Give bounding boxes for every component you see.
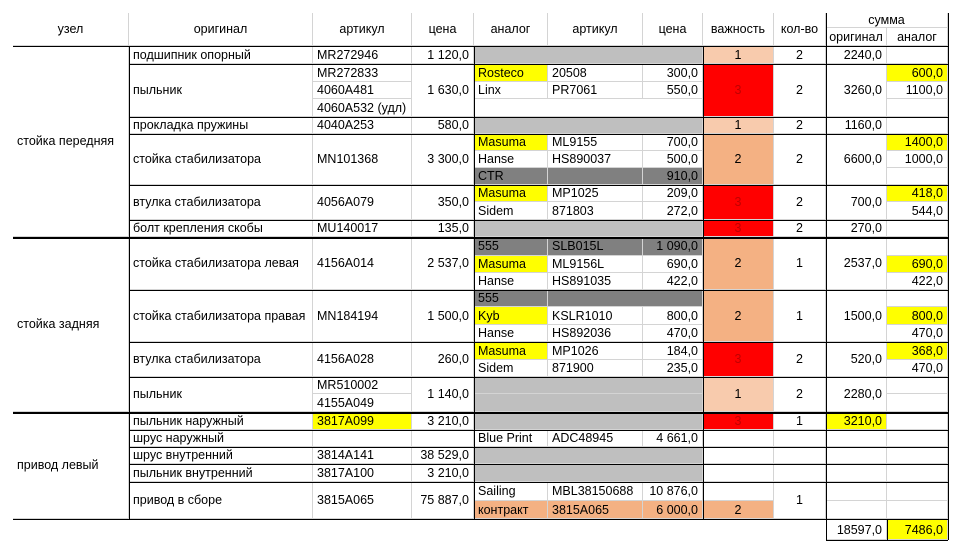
header-article[interactable]: артикул bbox=[313, 13, 412, 46]
sum-analog-cell[interactable]: 470,0 bbox=[887, 325, 948, 342]
analog-article[interactable]: ML9155 bbox=[548, 134, 643, 151]
header-sum-original[interactable]: оригинал bbox=[826, 28, 887, 46]
importance-cell[interactable]: 1 bbox=[703, 117, 774, 134]
sum-analog-cell[interactable] bbox=[887, 447, 948, 464]
sum-original-cell[interactable] bbox=[826, 430, 887, 447]
part-article[interactable]: 4156A014 bbox=[313, 237, 412, 290]
border-line bbox=[13, 519, 948, 520]
header-node[interactable]: узел bbox=[13, 13, 129, 46]
sum-original-cell[interactable]: 1500,0 bbox=[826, 290, 887, 342]
part-price[interactable]: 3 300,0 bbox=[412, 134, 474, 185]
part-name[interactable]: привод в сборе bbox=[129, 482, 313, 519]
part-price[interactable]: 1 140,0 bbox=[412, 377, 474, 412]
analog-article[interactable]: 3815A065 bbox=[548, 501, 643, 519]
sum-analog-cell[interactable]: 600,0 bbox=[887, 64, 948, 82]
header-importance[interactable]: важность bbox=[703, 13, 774, 46]
part-price[interactable]: 3 210,0 bbox=[412, 412, 474, 430]
part-price[interactable]: 1 120,0 bbox=[412, 46, 474, 64]
analog-price[interactable]: 422,0 bbox=[643, 273, 703, 290]
analog-price[interactable]: 235,0 bbox=[643, 360, 703, 377]
sum-analog-cell[interactable]: 470,0 bbox=[887, 360, 948, 377]
analog-price[interactable]: 1 090,0 bbox=[643, 237, 703, 256]
analog-empty[interactable] bbox=[474, 377, 703, 394]
part-article[interactable]: 3817A100 bbox=[313, 464, 412, 482]
sum-original-cell[interactable]: 700,0 bbox=[826, 185, 887, 220]
analog-price[interactable]: 550,0 bbox=[643, 82, 703, 99]
sum-analog-cell[interactable] bbox=[887, 464, 948, 482]
analog-price[interactable]: 470,0 bbox=[643, 325, 703, 342]
analog-article[interactable]: MP1026 bbox=[548, 342, 643, 360]
border-line bbox=[474, 46, 475, 519]
analog-price[interactable]: 10 876,0 bbox=[643, 482, 703, 501]
analog-brand[interactable]: Hanse bbox=[474, 273, 548, 290]
sum-analog-cell[interactable]: 800,0 bbox=[887, 307, 948, 325]
qty-cell[interactable]: 2 bbox=[774, 342, 826, 377]
sum-analog-cell[interactable] bbox=[887, 290, 948, 307]
analog-price[interactable]: 184,0 bbox=[643, 342, 703, 360]
total-original[interactable]: 18597,0 bbox=[826, 520, 887, 540]
border-line bbox=[703, 46, 704, 519]
part-article[interactable]: 4155A049 bbox=[313, 394, 412, 412]
analog-article[interactable]: MBL38150688 bbox=[548, 482, 643, 501]
analog-brand[interactable]: Hanse bbox=[474, 325, 548, 342]
importance-cell[interactable]: 2 bbox=[703, 501, 774, 519]
border-line bbox=[887, 520, 888, 540]
sum-original-cell[interactable] bbox=[826, 464, 887, 482]
sum-analog-cell[interactable]: 544,0 bbox=[887, 202, 948, 220]
part-article[interactable]: MR272833 bbox=[313, 64, 412, 82]
header-original[interactable]: оригинал bbox=[129, 13, 313, 46]
part-price[interactable]: 1 630,0 bbox=[412, 64, 474, 117]
part-article[interactable]: 3814A141 bbox=[313, 447, 412, 464]
analog-brand[interactable]: Kyb bbox=[474, 307, 548, 325]
importance-cell[interactable]: 2 bbox=[703, 134, 774, 185]
sum-analog-cell[interactable] bbox=[887, 237, 948, 256]
sum-analog-cell[interactable] bbox=[887, 430, 948, 447]
qty-cell[interactable]: 1 bbox=[774, 290, 826, 342]
part-article[interactable]: 3815A065 bbox=[313, 482, 412, 519]
sum-original-cell[interactable]: 2240,0 bbox=[826, 46, 887, 64]
analog-brand[interactable]: Rosteco bbox=[474, 64, 548, 82]
part-price[interactable]: 2 537,0 bbox=[412, 237, 474, 290]
sum-analog-cell[interactable]: 690,0 bbox=[887, 256, 948, 273]
analog-article[interactable]: HS892036 bbox=[548, 325, 643, 342]
analog-price[interactable]: 800,0 bbox=[643, 307, 703, 325]
sum-analog-cell[interactable] bbox=[887, 168, 948, 185]
importance-cell[interactable] bbox=[703, 447, 774, 464]
sum-original-cell[interactable] bbox=[826, 482, 887, 501]
analog-empty[interactable] bbox=[474, 220, 703, 237]
part-price[interactable]: 350,0 bbox=[412, 185, 474, 220]
analog-article[interactable]: KSLR1010 bbox=[548, 307, 643, 325]
importance-cell[interactable] bbox=[703, 430, 774, 447]
header-analog[interactable]: аналог bbox=[474, 13, 548, 46]
sum-analog-cell[interactable]: 368,0 bbox=[887, 342, 948, 360]
part-name[interactable]: прокладка пружины bbox=[129, 117, 313, 134]
part-name[interactable]: пыльник bbox=[129, 64, 313, 117]
part-price[interactable]: 580,0 bbox=[412, 117, 474, 134]
analog-price[interactable]: 4 661,0 bbox=[643, 430, 703, 447]
part-name[interactable]: шрус наружный bbox=[129, 430, 313, 447]
analog-brand[interactable]: 555 bbox=[474, 290, 548, 307]
part-price[interactable]: 135,0 bbox=[412, 220, 474, 237]
part-article[interactable]: 3817A099 bbox=[313, 412, 412, 430]
sum-analog-cell[interactable]: 1400,0 bbox=[887, 134, 948, 151]
sum-original-cell[interactable]: 270,0 bbox=[826, 220, 887, 237]
part-article[interactable]: 4056A079 bbox=[313, 185, 412, 220]
analog-brand[interactable]: Masuma bbox=[474, 256, 548, 273]
analog-price[interactable]: 500,0 bbox=[643, 151, 703, 168]
sum-original-cell[interactable] bbox=[826, 447, 887, 464]
sum-original-cell[interactable]: 1160,0 bbox=[826, 117, 887, 134]
part-name[interactable]: стойка стабилизатора левая bbox=[129, 237, 313, 290]
importance-cell[interactable]: 3 bbox=[703, 220, 774, 237]
part-name[interactable]: пыльник наружный bbox=[129, 412, 313, 430]
analog-article[interactable]: PR7061 bbox=[548, 82, 643, 99]
sum-analog-cell[interactable]: 1100,0 bbox=[887, 82, 948, 99]
sum-analog-cell[interactable]: 1000,0 bbox=[887, 151, 948, 168]
importance-cell[interactable]: 2 bbox=[703, 290, 774, 342]
border-line bbox=[826, 13, 827, 540]
analog-brand[interactable]: Blue Print bbox=[474, 430, 548, 447]
analog-price[interactable]: 690,0 bbox=[643, 256, 703, 273]
part-price[interactable]: 75 887,0 bbox=[412, 482, 474, 519]
analog-empty[interactable] bbox=[548, 290, 703, 307]
header-sum[interactable]: сумма bbox=[826, 13, 948, 28]
importance-cell[interactable]: 3 bbox=[703, 64, 774, 117]
qty-cell[interactable]: 2 bbox=[774, 185, 826, 220]
part-article[interactable]: 4060A532 (удл) bbox=[313, 99, 412, 117]
importance-cell[interactable] bbox=[703, 464, 774, 482]
sum-original-cell[interactable]: 2537,0 bbox=[826, 237, 887, 290]
analog-price[interactable]: 6 000,0 bbox=[643, 501, 703, 519]
importance-cell[interactable] bbox=[703, 482, 774, 501]
analog-empty[interactable] bbox=[474, 447, 703, 464]
importance-cell[interactable]: 1 bbox=[703, 46, 774, 64]
analog-article[interactable]: HS891035 bbox=[548, 273, 643, 290]
analog-brand[interactable]: CTR bbox=[474, 168, 548, 185]
analog-article[interactable] bbox=[548, 168, 643, 185]
analog-brand[interactable]: Sidem bbox=[474, 202, 548, 220]
part-price[interactable]: 3 210,0 bbox=[412, 464, 474, 482]
part-name[interactable]: стойка стабилизатора bbox=[129, 134, 313, 185]
importance-cell[interactable]: 3 bbox=[703, 185, 774, 220]
analog-empty[interactable] bbox=[474, 46, 703, 64]
part-article[interactable] bbox=[313, 430, 412, 447]
sum-original-cell[interactable] bbox=[826, 501, 887, 519]
sum-analog-cell[interactable] bbox=[887, 46, 948, 64]
sum-analog-cell[interactable] bbox=[887, 99, 948, 117]
part-name[interactable]: втулка стабилизатора bbox=[129, 342, 313, 377]
qty-cell[interactable]: 1 bbox=[774, 482, 826, 519]
header-qty[interactable]: кол-во bbox=[774, 13, 826, 46]
qty-cell[interactable]: 2 bbox=[774, 117, 826, 134]
sum-original-cell[interactable]: 520,0 bbox=[826, 342, 887, 377]
sum-analog-cell[interactable] bbox=[887, 394, 948, 412]
part-name[interactable]: пыльник bbox=[129, 377, 313, 412]
analog-brand[interactable]: контракт bbox=[474, 501, 548, 519]
qty-cell[interactable]: 2 bbox=[774, 46, 826, 64]
analog-price[interactable]: 700,0 bbox=[643, 134, 703, 151]
analog-article[interactable]: 20508 bbox=[548, 64, 643, 82]
border-line bbox=[13, 412, 948, 414]
part-article[interactable]: MN101368 bbox=[313, 134, 412, 185]
total-analog[interactable]: 7486,0 bbox=[887, 520, 948, 540]
part-price[interactable]: 38 529,0 bbox=[412, 447, 474, 464]
analog-empty[interactable] bbox=[474, 464, 703, 482]
part-name[interactable]: стойка стабилизатора правая bbox=[129, 290, 313, 342]
part-price[interactable]: 1 500,0 bbox=[412, 290, 474, 342]
qty-cell[interactable]: 2 bbox=[774, 64, 826, 117]
importance-cell[interactable]: 3 bbox=[703, 412, 774, 430]
part-article[interactable]: MU140017 bbox=[313, 220, 412, 237]
analog-article[interactable]: ML9156L bbox=[548, 256, 643, 273]
qty-cell[interactable] bbox=[774, 430, 826, 447]
part-name[interactable]: болт крепления скобы bbox=[129, 220, 313, 237]
analog-article[interactable]: ADC48945 bbox=[548, 430, 643, 447]
border-line bbox=[826, 540, 948, 541]
group-left-drive[interactable]: привод левый bbox=[13, 412, 129, 519]
analog-brand[interactable]: Masuma bbox=[474, 185, 548, 202]
importance-cell[interactable]: 3 bbox=[703, 342, 774, 377]
analog-brand[interactable]: Linx bbox=[474, 82, 548, 99]
qty-cell[interactable]: 2 bbox=[774, 377, 826, 412]
analog-empty[interactable] bbox=[474, 99, 703, 117]
sum-analog-cell[interactable] bbox=[887, 482, 948, 501]
analog-brand[interactable]: Hanse bbox=[474, 151, 548, 168]
header-sum-analog[interactable]: аналог bbox=[887, 28, 948, 46]
sum-analog-cell[interactable] bbox=[887, 412, 948, 430]
analog-brand[interactable]: Sidem bbox=[474, 360, 548, 377]
analog-empty[interactable] bbox=[474, 394, 703, 412]
qty-cell[interactable]: 1 bbox=[774, 237, 826, 290]
qty-cell[interactable]: 1 bbox=[774, 412, 826, 430]
analog-article[interactable]: HS890037 bbox=[548, 151, 643, 168]
sum-analog-cell[interactable]: 418,0 bbox=[887, 185, 948, 202]
header-price[interactable]: цена bbox=[412, 13, 474, 46]
analog-brand[interactable]: 555 bbox=[474, 237, 548, 256]
sum-analog-cell[interactable] bbox=[887, 117, 948, 134]
part-name[interactable]: втулка стабилизатора bbox=[129, 185, 313, 220]
analog-price[interactable]: 272,0 bbox=[643, 202, 703, 220]
analog-empty[interactable] bbox=[474, 412, 703, 430]
analog-empty[interactable] bbox=[474, 117, 703, 134]
qty-cell[interactable] bbox=[774, 464, 826, 482]
sum-analog-cell[interactable] bbox=[887, 220, 948, 237]
analog-brand[interactable]: Masuma bbox=[474, 342, 548, 360]
border-line bbox=[13, 237, 948, 239]
border-line bbox=[13, 46, 948, 47]
sum-original-cell[interactable]: 2280,0 bbox=[826, 377, 887, 412]
analog-article[interactable]: 871900 bbox=[548, 360, 643, 377]
part-price[interactable]: 260,0 bbox=[412, 342, 474, 377]
analog-price[interactable]: 300,0 bbox=[643, 64, 703, 82]
part-name[interactable]: шрус внутренний bbox=[129, 447, 313, 464]
qty-cell[interactable] bbox=[774, 447, 826, 464]
analog-price[interactable]: 910,0 bbox=[643, 168, 703, 185]
analog-article[interactable]: MP1025 bbox=[548, 185, 643, 202]
analog-brand[interactable]: Masuma bbox=[474, 134, 548, 151]
border-line bbox=[948, 13, 949, 540]
sum-original-cell[interactable]: 3210,0 bbox=[826, 412, 887, 430]
part-article[interactable]: MN184194 bbox=[313, 290, 412, 342]
part-price[interactable] bbox=[412, 430, 474, 447]
part-name[interactable]: подшипник опорный bbox=[129, 46, 313, 64]
sum-original-cell[interactable]: 3260,0 bbox=[826, 64, 887, 117]
sum-analog-cell[interactable]: 422,0 bbox=[887, 273, 948, 290]
part-article[interactable]: 4040A253 bbox=[313, 117, 412, 134]
qty-cell[interactable]: 2 bbox=[774, 220, 826, 237]
part-article[interactable]: 4156A028 bbox=[313, 342, 412, 377]
importance-cell[interactable]: 1 bbox=[703, 377, 774, 412]
analog-brand[interactable]: Sailing bbox=[474, 482, 548, 501]
importance-cell[interactable]: 2 bbox=[703, 237, 774, 290]
part-name[interactable]: пыльник внутренний bbox=[129, 464, 313, 482]
sum-analog-cell[interactable] bbox=[887, 377, 948, 394]
sum-original-cell[interactable]: 6600,0 bbox=[826, 134, 887, 185]
header-price-analog[interactable]: цена bbox=[643, 13, 703, 46]
analog-article[interactable]: 871803 bbox=[548, 202, 643, 220]
analog-article[interactable]: SLB015L bbox=[548, 237, 643, 256]
group-rear-strut[interactable]: стойка задняя bbox=[13, 237, 129, 412]
header-article-analog[interactable]: артикул bbox=[548, 13, 643, 46]
part-article[interactable]: 4060A481 bbox=[313, 82, 412, 99]
sum-analog-cell[interactable] bbox=[887, 501, 948, 519]
group-front-strut[interactable]: стойка передняя bbox=[13, 46, 129, 237]
border-line bbox=[129, 46, 130, 519]
part-article[interactable]: MR272946 bbox=[313, 46, 412, 64]
qty-cell[interactable]: 2 bbox=[774, 134, 826, 185]
analog-price[interactable]: 209,0 bbox=[643, 185, 703, 202]
part-article[interactable]: MR510002 bbox=[313, 377, 412, 394]
